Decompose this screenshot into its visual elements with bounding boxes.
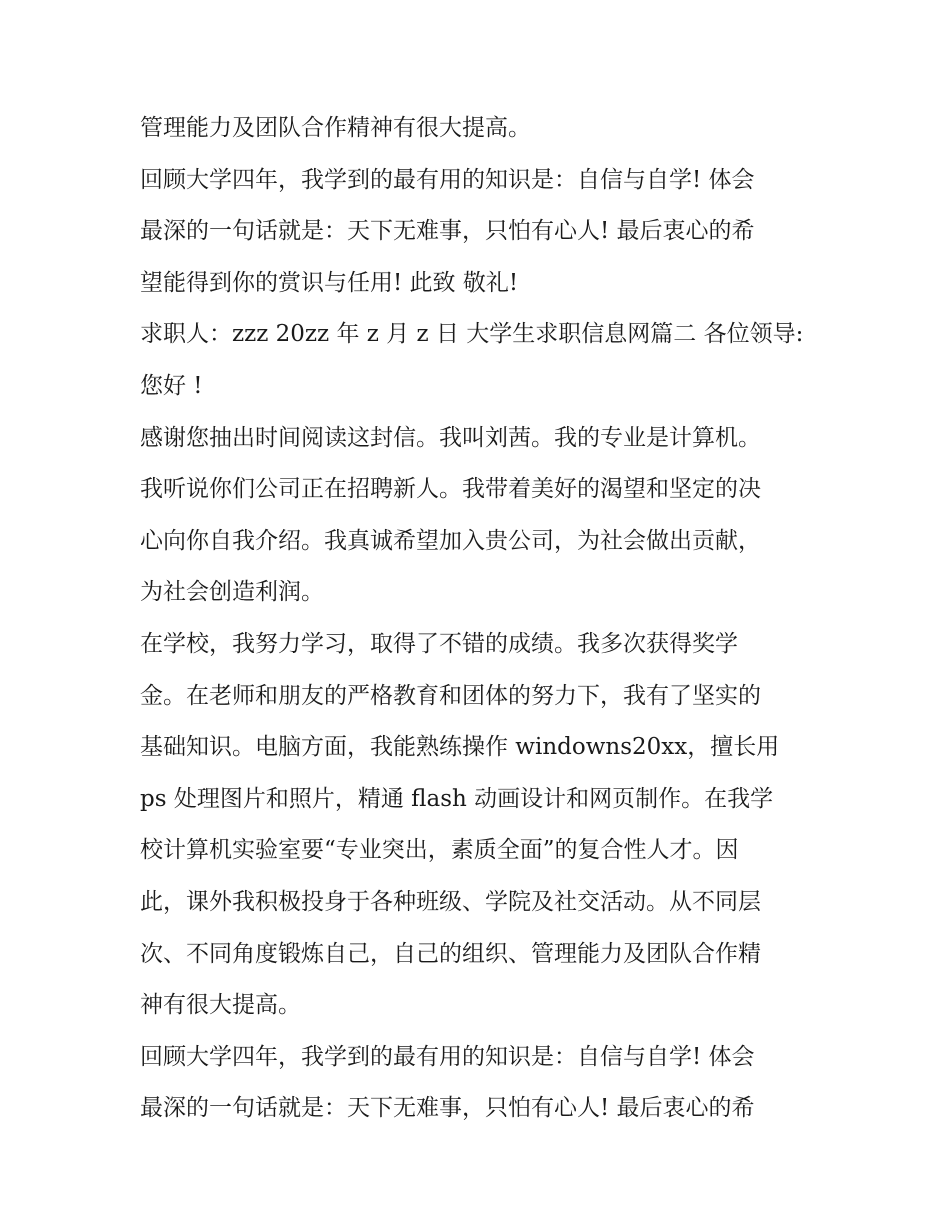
text-line: 在学校，我努力学习，取得了不错的成绩。我多次获得奖学: [140, 630, 738, 657]
text-line: 感谢您抽出时间阅读这封信。我叫刘茜。我的专业是计算机。: [140, 424, 761, 451]
text-line: 心向你自我介绍。我真诚希望加入贵公司，为社会做出贡献，: [140, 527, 761, 554]
document-body: [140, 103, 820, 1135]
text-line: 回顾大学四年，我学到的最有用的知识是：自信与自学! 体会: [140, 166, 755, 193]
text-line: 最深的一句话就是：天下无难事，只怕有心人! 最后衷心的希: [140, 218, 755, 245]
text-line: 求职人：zzz 20zz 年 z 月 z 日 大学生求职信息网篇二 各位领导:: [140, 321, 804, 348]
text-line: 您好 !: [140, 372, 203, 399]
text-line: 次、不同角度锻炼自己，自己的组织、管理能力及团队合作精: [140, 940, 761, 967]
text-line: 基础知识。电脑方面，我能熟练操作 windowns20xx，擅长用: [140, 734, 780, 761]
text-line: 为社会创造利润。: [140, 579, 324, 606]
text-line: 最深的一句话就是：天下无难事，只怕有心人! 最后衷心的希: [140, 1095, 755, 1122]
text-line: 管理能力及团队合作精神有很大提高。: [140, 115, 531, 141]
text-line: ps 处理图片和照片，精通 flash 动画设计和网页制作。在我学: [140, 785, 774, 812]
text-line: 望能得到你的赏识与任用! 此致 敬礼!: [140, 269, 519, 296]
text-line: 校计算机实验室要“专业突出，素质全面”的复合性人才。因: [140, 837, 739, 864]
text-line: 我听说你们公司正在招聘新人。我带着美好的渴望和坚定的决: [140, 476, 761, 503]
text-line: 此，课外我积极投身于各种班级、学院及社交活动。从不同层: [140, 888, 761, 915]
text-line: 神有很大提高。: [140, 992, 301, 1019]
text-line: 金。在老师和朋友的严格教育和团体的努力下，我有了坚实的: [140, 682, 761, 709]
text-line: 回顾大学四年，我学到的最有用的知识是：自信与自学! 体会: [140, 1043, 755, 1070]
